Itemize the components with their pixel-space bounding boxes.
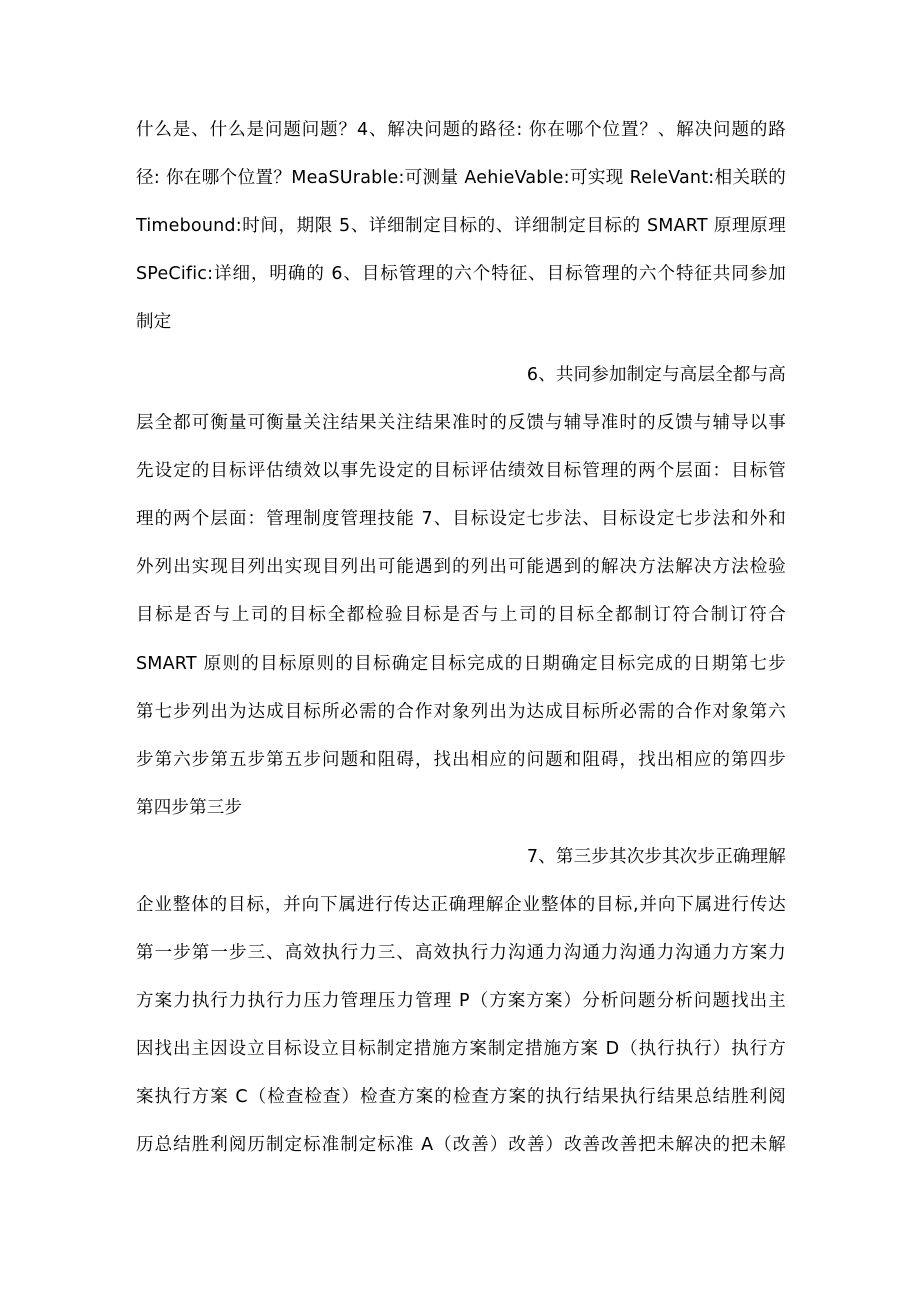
- text-line: 第七步列出为达成目标所必需的合作对象列出为达成目标所必需的合作对象第六: [136, 702, 786, 722]
- text-line: 制定: [136, 312, 172, 332]
- text-line: 方案力执行力执行力压力管理压力管理 P（方案方案）分析问题分析问题找出主: [136, 991, 786, 1011]
- text-line: 层全都可衡量可衡量关注结果关注结果准时的反馈与辅导准时的反馈与辅导以事: [136, 413, 786, 433]
- text-line: Timebound:时间，期限 5、详细制定目标的、详细制定目标的 SMART 原理原理: [136, 216, 786, 236]
- text-line: 外列出实现目列出实现目列出可能遇到的列出可能遇到的解决方法解决方法检验: [136, 557, 786, 577]
- text-line: 先设定的目标评估绩效以事先设定的目标评估绩效目标管理的两个层面：目标管: [136, 461, 786, 481]
- text-line: 案执行方案 C（检查检查）检查方案的检查方案的执行结果执行结果总结胜利阅: [136, 1087, 786, 1107]
- text-line: 步第六步第五步第五步问题和阻碍，找出相应的问题和阻碍，找出相应的第四步: [136, 750, 786, 770]
- text-line: SPeCific:详细，明确的 6、目标管理的六个特征、目标管理的六个特征共同参加: [136, 264, 786, 284]
- text-line: 历总结胜利阅历制定标准制定标准 A（改善）改善）改善改善把未解决的把未解: [136, 1135, 786, 1155]
- text-line: SMART 原则的目标原则的目标确定目标完成的日期确定目标完成的日期第七步: [136, 654, 786, 674]
- text-line: 6、共同参加制定与高层全都与高: [526, 365, 786, 385]
- text-line: 什么是、什么是问题问题？4、解决问题的路径: 你在哪个位置？、解决问题的路: [136, 120, 786, 140]
- text-line: 理的两个层面：管理制度管理技能 7、目标设定七步法、目标设定七步法和外和: [136, 509, 786, 529]
- text-line: 企业整体的目标，并向下属进行传达正确理解企业整体的目标,并向下属进行传达: [136, 895, 786, 915]
- text-line: 第四步第三步: [136, 798, 243, 818]
- text-line: 第一步第一步三、高效执行力三、高效执行力沟通力沟通力沟通力沟通力方案力: [136, 943, 786, 963]
- text-line: 目标是否与上司的目标全都检验目标是否与上司的目标全都制订符合制订符合: [136, 605, 786, 625]
- text-line: 因找出主因设立目标设立目标制定措施方案制定措施方案 D（执行执行）执行方: [136, 1039, 786, 1059]
- text-line: 径: 你在哪个位置？MeaSUrable:可测量 AehieVable:可实现 ReleVant:相关联的: [136, 168, 786, 188]
- text-line: 7、第三步其次步其次步正确理解: [526, 847, 786, 867]
